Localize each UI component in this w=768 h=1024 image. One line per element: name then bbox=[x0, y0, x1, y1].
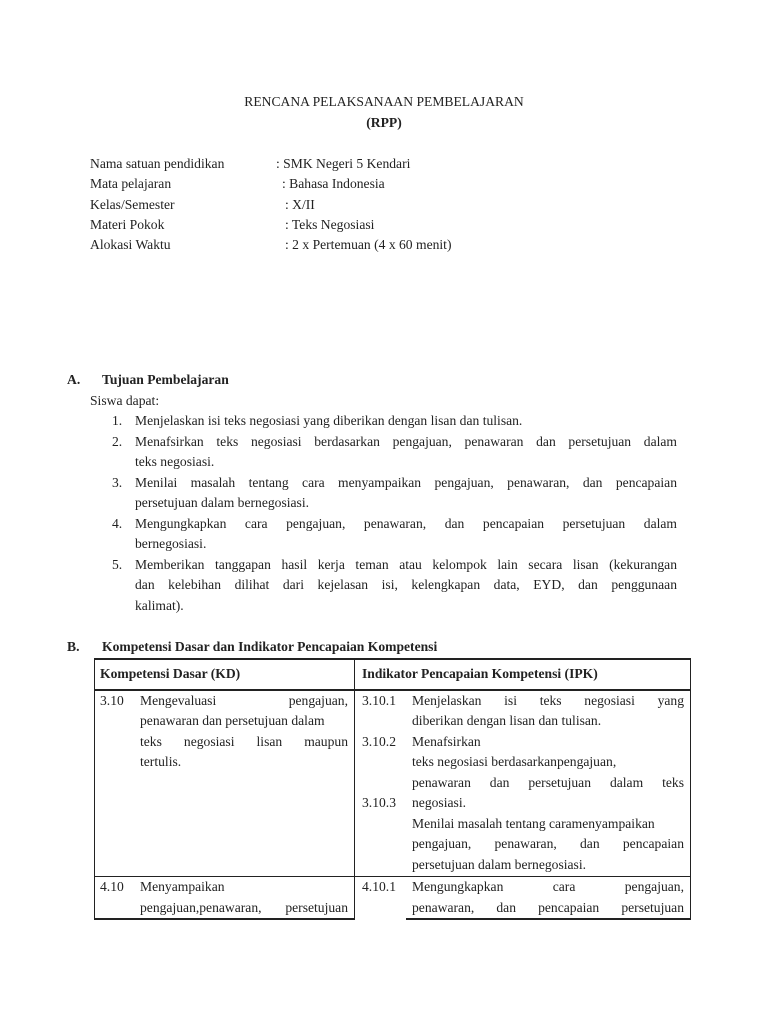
ipk-number: 3.10.3 bbox=[362, 795, 396, 810]
ipk-line: teks negosiasi berdasarkanpengajuan, bbox=[412, 754, 617, 769]
identity-value: : 2 x Pertemuan (4 x 60 menit) bbox=[285, 237, 452, 252]
list-item-line: Menafsirkan teks negosiasi berdasarkan pengajuan, penawaran dan persetujuan dalam bbox=[135, 434, 677, 449]
list-item-number: 2. bbox=[112, 434, 123, 449]
list-item-line: Menilai masalah tentang cara menyampaikan pengajuan, penawaran, dan pencapaian bbox=[135, 475, 677, 490]
kd-number: 3.10 bbox=[100, 693, 124, 708]
table-header-kd: Kompetensi Dasar (KD) bbox=[100, 666, 241, 681]
kd-line: pengajuan,penawaran, persetujuan bbox=[140, 900, 348, 915]
ipk-line: persetujuan dalam bernegosiasi. bbox=[412, 857, 587, 872]
list-item-line: Mengungkapkan cara pengajuan, penawaran, dan pencapaian persetujuan dalam bbox=[135, 516, 677, 531]
section-a-heading: Tujuan Pembelajaran bbox=[102, 372, 229, 387]
kd-line: teks negosiasi lisan maupun bbox=[140, 734, 348, 749]
section-b-letter: B. bbox=[67, 639, 80, 654]
table-column-divider bbox=[354, 658, 355, 920]
list-item-number: 5. bbox=[112, 557, 123, 572]
identity-label: Alokasi Waktu bbox=[90, 237, 171, 252]
section-b-heading: Kompetensi Dasar dan Indikator Pencapaian Kompetensi bbox=[102, 639, 438, 654]
ipk-line: Menilai masalah tentang caramenyampaikan bbox=[412, 816, 655, 831]
list-item-number: 1. bbox=[112, 413, 123, 428]
identity-value: : SMK Negeri 5 Kendari bbox=[276, 156, 411, 171]
identity-label: Mata pelajaran bbox=[90, 176, 172, 191]
identity-label: Kelas/Semester bbox=[90, 197, 175, 212]
identity-value: : Bahasa Indonesia bbox=[282, 176, 385, 191]
list-item-line: teks negosiasi. bbox=[135, 454, 215, 469]
section-a-letter: A. bbox=[67, 372, 81, 387]
ipk-line: diberikan dengan lisan dan tulisan. bbox=[412, 713, 602, 728]
ipk-line: penawaran, dan pencapaian persetujuan bbox=[412, 900, 684, 915]
list-item-number: 3. bbox=[112, 475, 123, 490]
list-item-line: Memberikan tanggapan hasil kerja teman atau kelompok lain secara lisan (kekurangan bbox=[135, 557, 677, 572]
document-subtitle: (RPP) bbox=[366, 115, 402, 130]
section-a-intro: Siswa dapat: bbox=[90, 393, 160, 408]
ipk-line: pengajuan, penawaran, dan pencapaian bbox=[412, 836, 684, 851]
kd-line: Mengevaluasi pengajuan, bbox=[140, 693, 348, 708]
list-item-line: bernegosiasi. bbox=[135, 536, 207, 551]
list-item-line: kalimat). bbox=[135, 598, 184, 613]
list-item-line: Menjelaskan isi teks negosiasi yang diberikan dengan lisan dan tulisan. bbox=[135, 413, 523, 428]
identity-value: : X/II bbox=[285, 197, 315, 212]
ipk-number: 3.10.2 bbox=[362, 734, 396, 749]
table-border-right bbox=[690, 658, 691, 920]
table-header-ipk: Indikator Pencapaian Kompetensi (IPK) bbox=[362, 666, 598, 681]
document-title: RENCANA PELAKSANAAN PEMBELAJARAN bbox=[244, 94, 524, 109]
kd-line: Menyampaikan bbox=[140, 879, 225, 894]
ipk-line: penawaran dan persetujuan dalam teks bbox=[412, 775, 684, 790]
table-bottom-right bbox=[406, 918, 691, 920]
ipk-line: Menjelaskan isi teks negosiasi yang bbox=[412, 693, 684, 708]
ipk-line: Mengungkapkan cara pengajuan, bbox=[412, 879, 684, 894]
identity-label: Nama satuan pendidikan bbox=[90, 156, 225, 171]
list-item-line: persetujuan dalam bernegosiasi. bbox=[135, 495, 310, 510]
identity-value: : Teks Negosiasi bbox=[285, 217, 375, 232]
list-item-number: 4. bbox=[112, 516, 123, 531]
ipk-line: Menafsirkan bbox=[412, 734, 481, 749]
table-bottom-left bbox=[94, 918, 355, 920]
identity-label: Materi Pokok bbox=[90, 217, 165, 232]
ipk-number: 3.10.1 bbox=[362, 693, 396, 708]
kd-number: 4.10 bbox=[100, 879, 124, 894]
kd-line: penawaran dan persetujuan dalam bbox=[140, 713, 325, 728]
ipk-line: negosiasi. bbox=[412, 795, 466, 810]
ipk-number: 4.10.1 bbox=[362, 879, 396, 894]
list-item-line: dan kelebihan dilihat dari kejelasan isi, kelengkapan data, EYD, dan penggunaan bbox=[135, 577, 677, 592]
table-border-top bbox=[94, 658, 691, 660]
kd-line: tertulis. bbox=[140, 754, 182, 769]
table-border-left bbox=[94, 658, 95, 920]
